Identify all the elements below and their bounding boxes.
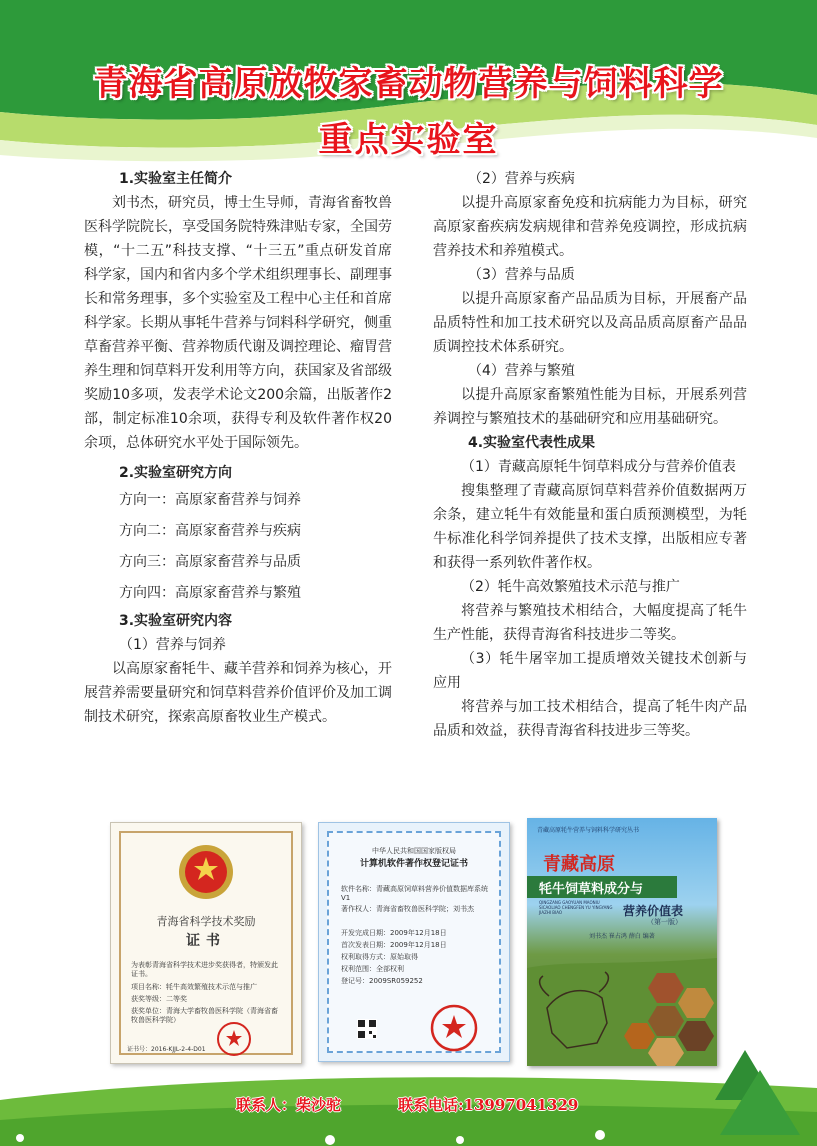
result-2-text: 将营养与繁殖技术相结合，大幅度提高了牦牛生产性能，获得青海省科技进步二等奖。 — [433, 603, 747, 643]
section-1-text: 刘书杰，研究员，博士生导师，青海省畜牧兽医科学院院长，享受国务院特殊津贴专家，全国劳模，“十二五”科技支撑、“十三五”重点研发首席科学家，国内和省内多个学术组织理事长、副理事长和常务理事，多个实验室及工程中心主任和首席科学家。长期从事牦牛营养与饲料科学研究，侧重草畜营养平衡、营养物质代谢及调控理论、瘤胃营养生理和饲草料开发利用等方向，获国家及省部级奖励10多项，发表学术论文200余篇，出版著作2部，制定标准10余项，获得专利及软件著作权20余项，总体研究水平处于国际领先。 — [84, 195, 392, 451]
section-1-heading: 1.实验室主任简介 — [119, 171, 233, 187]
cert2-line-1: 软件名称：青藏高原饲草料营养价值数据库系统V1 — [341, 885, 488, 902]
cert1-level: 获奖等级：二等奖 — [131, 995, 187, 1003]
result-1-text: 搜集整理了青藏高原饲草料营养价值数据两万余条，建立牦牛有效能量和蛋白质预测模型，为牦牛标准化科学饲养提供了技术支撑，出版相应专著和获得一系列软件著作权。 — [433, 483, 747, 571]
page-title-line1: 青海省高原放牧家畜动物营养与饲料科学 — [93, 64, 724, 104]
cert2-line-3: 开发完成日期：2009年12月18日 — [341, 929, 447, 937]
cert1-project: 项目名称：牦牛高效繁殖技术示范与推广 — [131, 983, 257, 991]
cert2-line-2: 著作权人：青海省畜牧兽医科学院；刘书杰 — [341, 905, 474, 913]
section-3-sub2: （2）营养与疾病 — [468, 171, 575, 187]
cert1-heading: 证书 — [186, 933, 226, 949]
right-column — [433, 167, 747, 743]
cert1-title: 青海省科学技术奖励 — [156, 915, 256, 928]
section-3-sub1: （1）营养与饲养 — [119, 637, 226, 653]
red-seal-stamp-icon — [429, 1003, 479, 1053]
section-3-sub3: （3）营养与品质 — [468, 267, 575, 283]
cert2-line-4: 首次发表日期：2009年12月18日 — [341, 941, 447, 949]
cert2-line-6: 权利范围：全部权利 — [341, 965, 404, 973]
section-3-sub2-text: 以提升高原家畜免疫和抗病能力为目标，研究高原家畜疾病发病规律和营养免疫调控，形成抗病营养技术和养殖模式。 — [433, 195, 747, 259]
section-3-sub4-text: 以提升高原家畜繁殖性能为目标，开展系列营养调控与繁殖技术的基础研究和应用基础研究。 — [433, 387, 747, 427]
cert2-line-7: 登记号：2009SR059252 — [341, 977, 423, 985]
section-3-heading: 3.实验室研究内容 — [119, 613, 233, 629]
software-copyright-certificate-image — [318, 822, 510, 1062]
book-title-3: 营养价值表 — [623, 904, 684, 918]
left-column — [84, 167, 392, 729]
book-authors: 刘书杰 崔占鸿 薛白 编著 — [589, 933, 655, 940]
cert2-line-5: 权利取得方式：原始取得 — [341, 953, 418, 961]
cert1-body: 为表彰青海省科学技术进步奖获得者，特颁发此证书。 — [131, 961, 278, 978]
book-pinyin: QINGZANG GAOYUAN MAONIU SICAOLIAO CHENGFEN YU YINGYANG JIAZHI BIAO — [539, 900, 613, 915]
result-1-title: （1）青藏高原牦牛饲草料成分与营养价值表 — [461, 459, 736, 475]
contact-phone: 联系电话:13997041329 — [398, 1096, 579, 1114]
book-title-2: 牦牛饲草料成分与 — [539, 882, 644, 897]
award-certificate-image — [110, 822, 302, 1064]
yak-and-feed-illustration — [527, 948, 717, 1066]
cert1-number: 证书号：2016-KJJL-2-4-D01 — [127, 1046, 206, 1053]
direction-2: 方向二：高原家畜营养与疾病 — [119, 523, 301, 539]
result-2-title: （2）牦牛高效繁殖技术示范与推广 — [461, 579, 680, 595]
section-2-heading: 2.实验室研究方向 — [119, 465, 233, 481]
section-3-sub1-text: 以高原家畜牦牛、藏羊营养和饲养为核心，开展营养需要量研究和饲草料营养价值评价及加工调制技术研究，探索高原畜牧业生产模式。 — [84, 661, 392, 725]
qr-code-icon — [357, 1019, 377, 1039]
section-3-sub4: （4）营养与繁殖 — [468, 363, 575, 379]
red-seal-stamp-icon — [216, 1021, 252, 1057]
section-4-heading: 4.实验室代表性成果 — [468, 435, 596, 451]
result-3-text: 将营养与加工技术相结合，提高了牦牛肉产品品质和效益，获得青海省科技进步三等奖。 — [433, 699, 747, 739]
section-3-sub3-text: 以提升高原家畜产品品质为目标，开展畜产品品质特性和加工技术研究以及高品质高原畜产品品质调控技术体系研究。 — [433, 291, 747, 355]
cert2-header: 中华人民共和国国家版权局 — [372, 847, 456, 855]
cert2-title: 计算机软件著作权登记证书 — [359, 859, 468, 869]
contact-person: 联系人：柴沙驼 — [236, 1096, 342, 1114]
book-title-1: 青藏高原 — [543, 854, 615, 875]
direction-3: 方向三：高原家畜营养与品质 — [119, 554, 301, 570]
direction-1: 方向一：高原家畜营养与饲养 — [119, 492, 301, 508]
national-emblem-icon — [176, 843, 236, 901]
book-edition: （第一版） — [647, 918, 682, 926]
result-3-title: （3）牦牛屠宰加工提质增效关键技术创新与应用 — [433, 651, 747, 691]
cert1-unit: 获奖单位：青海大学畜牧兽医科学院（青海省畜牧兽医科学院） — [131, 1007, 278, 1024]
page-title-line2: 重点实验室 — [318, 120, 499, 160]
book-cover-image — [527, 818, 717, 1066]
direction-4: 方向四：高原家畜营养与繁殖 — [119, 585, 301, 601]
book-series: 青藏高原牦牛营养与饲料科学研究丛书 — [537, 827, 640, 834]
